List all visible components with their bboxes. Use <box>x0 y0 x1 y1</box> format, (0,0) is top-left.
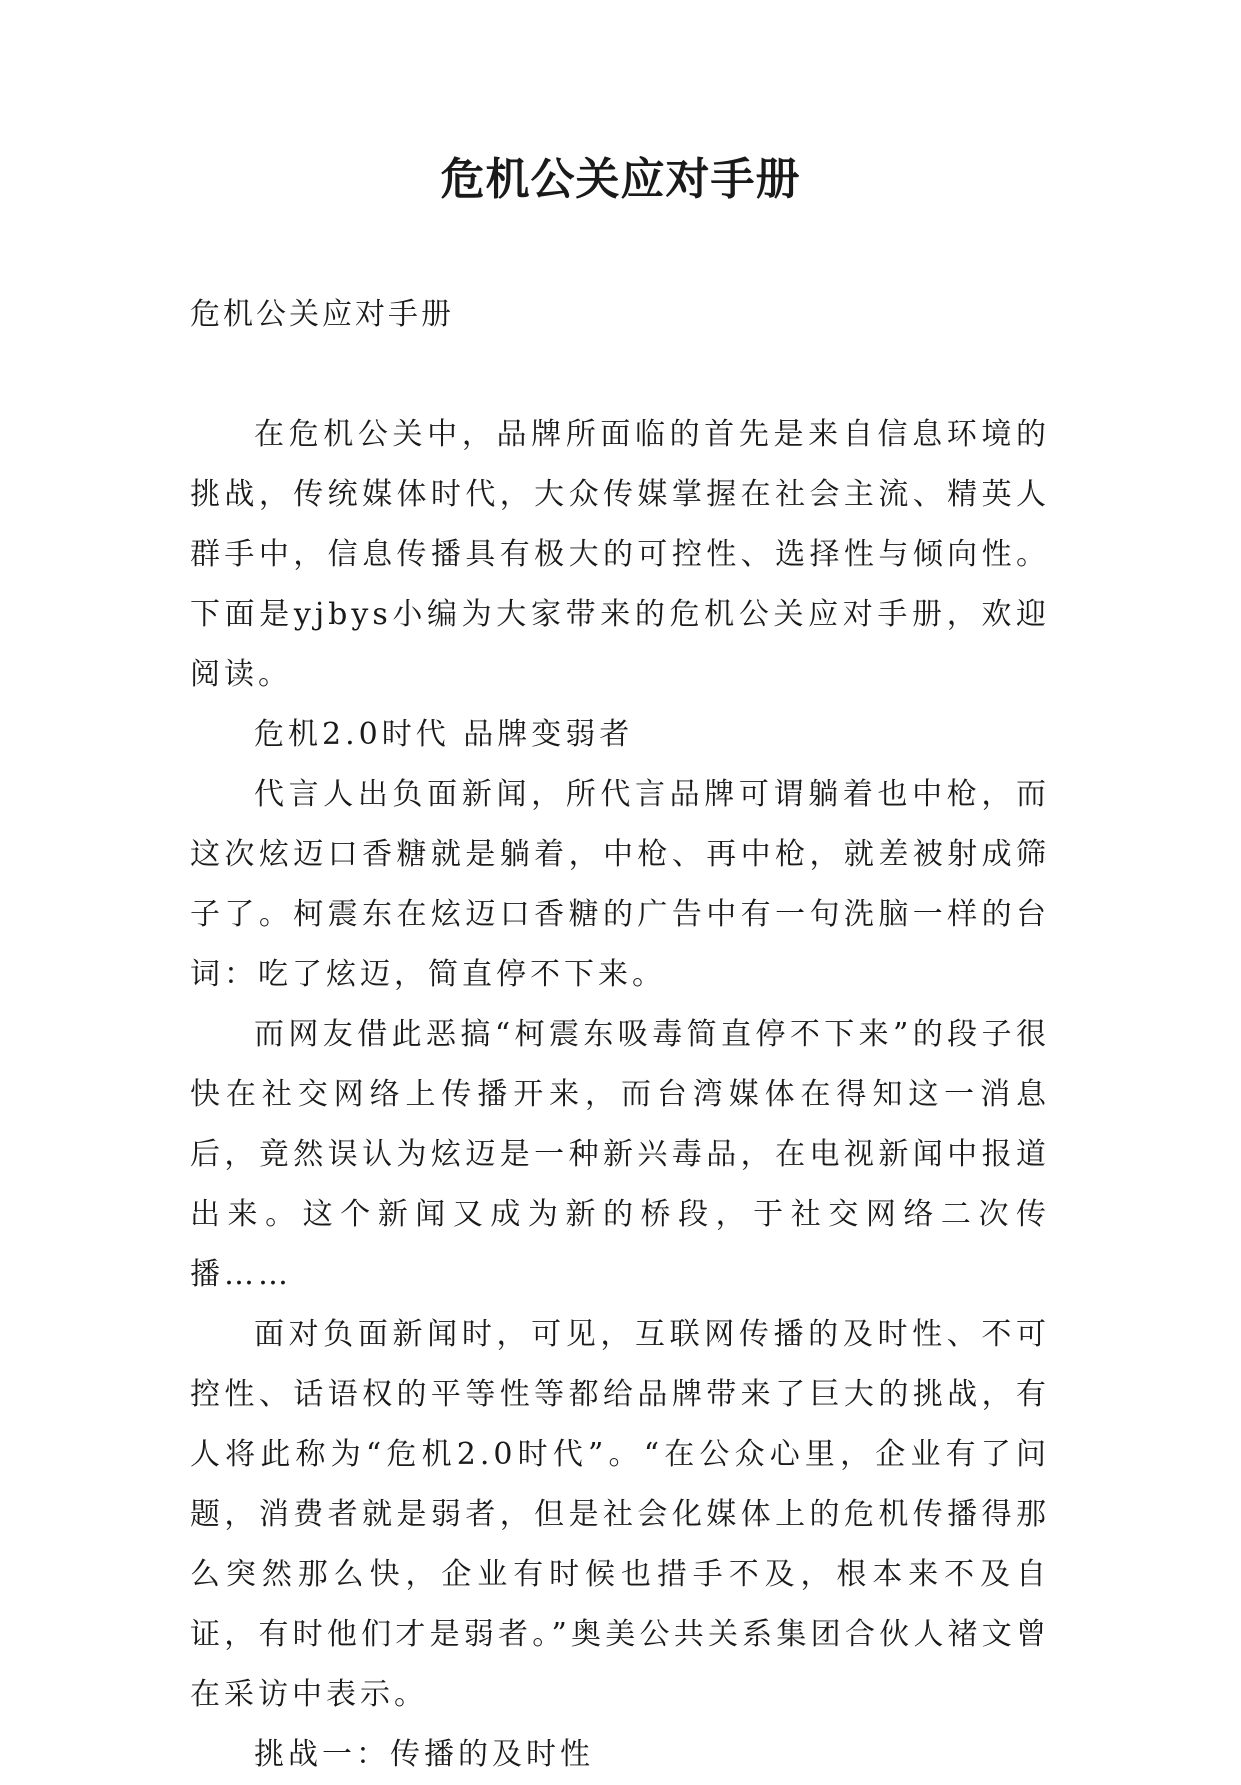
paragraph-netizen-parody: 而网友借此恶搞“柯震东吸毒简直停不下来”的段子很快在社交网络上传播开来，而台湾媒体在得知这一消息后，竟然误认为炫迈是一种新兴毒品，在电视新闻中报道出来。这个新闻又成为新的桥段，于社交网络二次传播…… <box>190 1017 1050 1292</box>
section-heading-challenge-one: 挑战一：传播的及时性 <box>254 1737 594 1772</box>
paragraph-intro: 在危机公关中，品牌所面临的首先是来自信息环境的挑战，传统媒体时代，大众传媒掌握在社会主流、精英人群手中，信息传播具有极大的可控性、选择性与倾向性。下面是yjbys小编为大家带来的危机公关应对手册，欢迎阅读。 <box>190 417 1050 692</box>
page-title: 危机公关应对手册 <box>440 154 801 205</box>
section-heading-crisis-2-0: 危机2.0时代 品牌变弱者 <box>254 717 634 752</box>
document-body <box>190 405 1050 1785</box>
document-subtitle: 危机公关应对手册 <box>190 297 454 332</box>
paragraph-internet-challenge: 面对负面新闻时，可见，互联网传播的及时性、不可控性、话语权的平等性等都给品牌带来了巨大的挑战，有人将此称为“危机2.0时代”。“在公众心里，企业有了问题，消费者就是弱者，但是社会化媒体上的危机传播得那么突然那么快，企业有时候也措手不及，根本来不及自证，有时他们才是弱者。”奥美公共关系集团合伙人褚文曾在采访中表示。 <box>190 1317 1050 1712</box>
paragraph-endorser-news: 代言人出负面新闻，所代言品牌可谓躺着也中枪，而这次炫迈口香糖就是躺着，中枪、再中枪，就差被射成筛子了。柯震东在炫迈口香糖的广告中有一句洗脑一样的台词：吃了炫迈，简直停不下来。 <box>190 777 1050 992</box>
